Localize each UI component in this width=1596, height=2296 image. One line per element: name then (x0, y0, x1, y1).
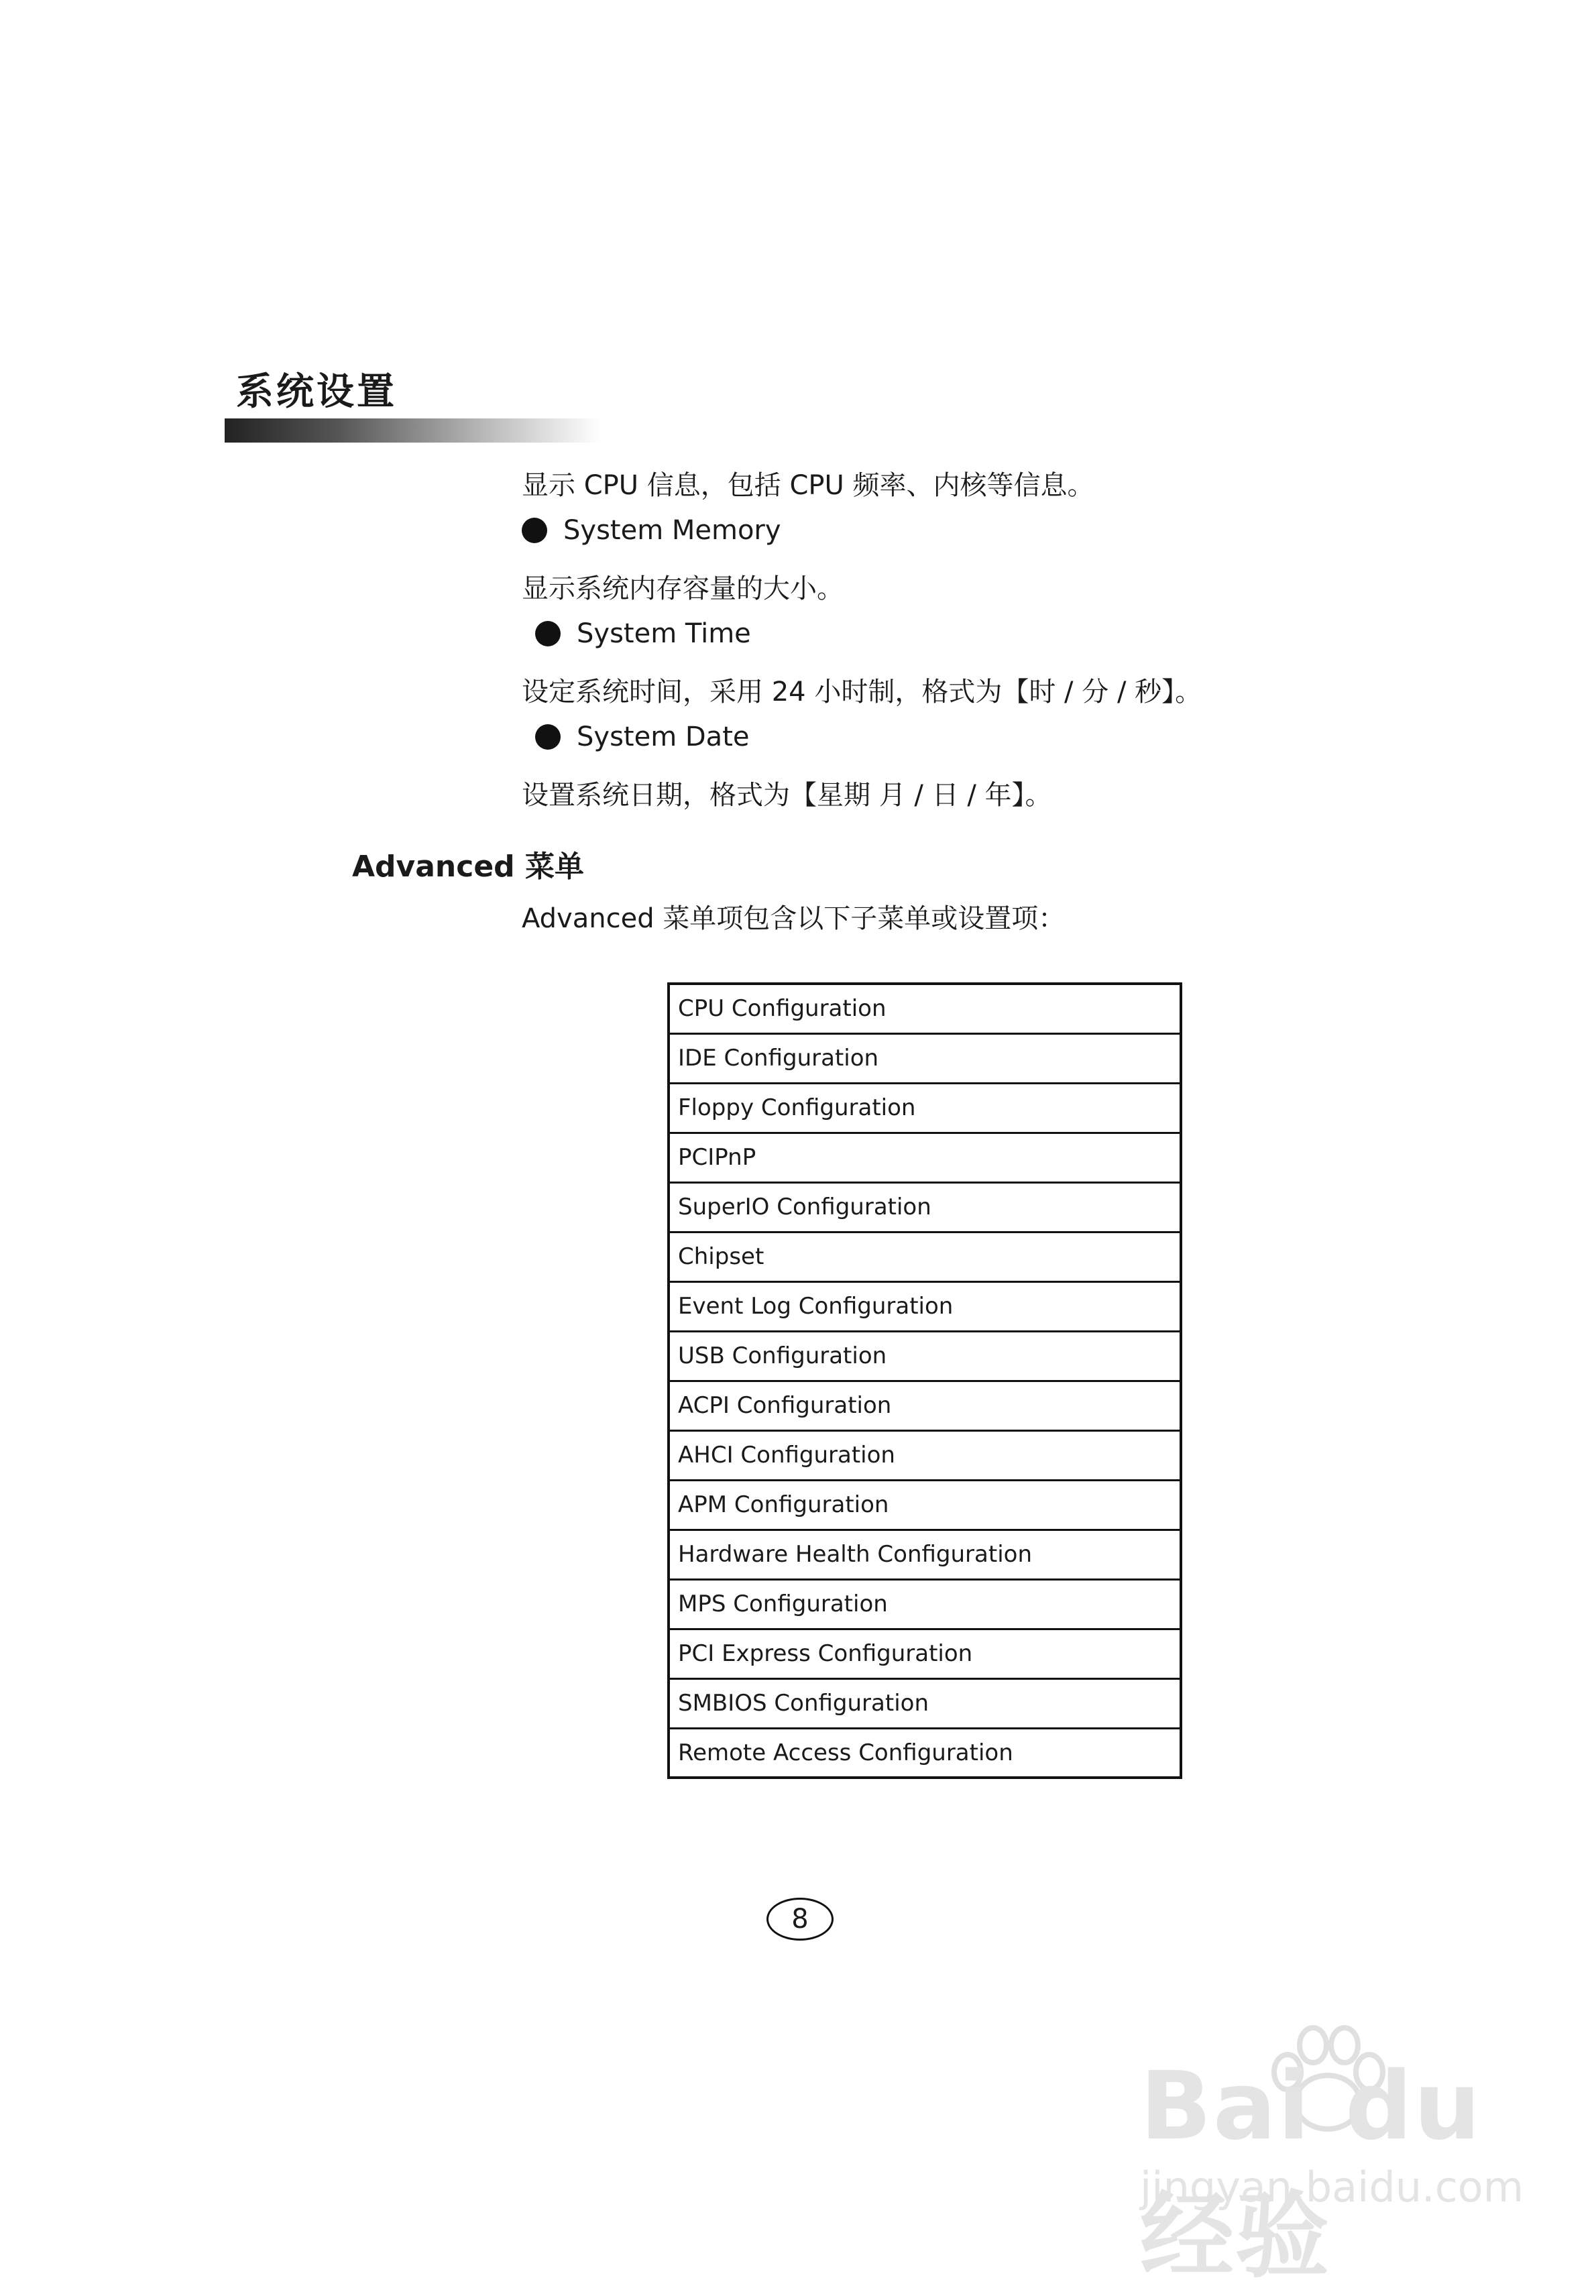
page-number: 8 (766, 1898, 834, 1941)
menu-item: Hardware Health Configuration (669, 1530, 1181, 1579)
table-row (669, 1430, 1181, 1480)
system-time-item (535, 618, 751, 649)
table-row (669, 1530, 1181, 1579)
menu-item: APM Configuration (669, 1480, 1181, 1530)
menu-item: SuperIO Configuration (669, 1182, 1181, 1232)
watermark-logo: Bai du 经验 (1140, 2052, 1482, 2291)
system-memory-label: System Memory (563, 515, 781, 546)
menu-item: Event Log Configuration (669, 1281, 1181, 1331)
bullet-icon (522, 518, 547, 543)
table-row (669, 1033, 1181, 1083)
menu-item: Chipset (669, 1232, 1181, 1281)
menu-item: IDE Configuration (669, 1033, 1181, 1083)
menu-item: SMBIOS Configuration (669, 1678, 1181, 1728)
menu-item: ACPI Configuration (669, 1381, 1181, 1430)
system-time-label: System Time (577, 618, 751, 649)
table-row (669, 1629, 1181, 1678)
cpu-description: 显示 CPU 信息，包括 CPU 频率、内核等信息。 (522, 470, 1094, 501)
system-date-item (535, 722, 749, 752)
bullet-icon (535, 724, 561, 750)
table-row (669, 984, 1181, 1033)
menu-item: PCIPnP (669, 1133, 1181, 1182)
menu-item: MPS Configuration (669, 1579, 1181, 1629)
date-description: 设置系统日期，格式为【星期 月 / 日 / 年】。 (522, 780, 1052, 811)
advanced-heading: Advanced 菜单 (352, 850, 584, 884)
memory-description: 显示系统内存容量的大小。 (522, 573, 844, 604)
table-row (669, 1480, 1181, 1530)
table-row (669, 1381, 1181, 1430)
time-description: 设定系统时间，采用 24 小时制，格式为【时 / 分 / 秒】。 (522, 677, 1202, 707)
title-gradient-bar (225, 418, 600, 443)
menu-item: Remote Access Configuration (669, 1728, 1181, 1778)
menu-item: Floppy Configuration (669, 1083, 1181, 1133)
bullet-icon (535, 621, 561, 646)
table-row (669, 1728, 1181, 1778)
menu-item: CPU Configuration (678, 995, 887, 1023)
table-row (669, 1232, 1181, 1281)
system-date-label: System Date (577, 722, 750, 752)
table-row (669, 1281, 1181, 1331)
system-memory-item (522, 515, 781, 546)
watermark-url: jingyan.baidu.com (1140, 2163, 1524, 2212)
table-row (669, 1678, 1181, 1728)
table-row (669, 1182, 1181, 1232)
table-row (669, 1579, 1181, 1629)
advanced-intro: Advanced 菜单项包含以下子菜单或设置项： (522, 903, 1066, 934)
menu-item: PCI Express Configuration (669, 1629, 1181, 1678)
table-row (669, 1083, 1181, 1133)
menu-item: AHCI Configuration (669, 1430, 1181, 1480)
table-row (669, 1331, 1181, 1381)
section-title: 系统设置 (236, 370, 397, 414)
menu-item: USB Configuration (669, 1331, 1181, 1381)
advanced-menu-table (667, 982, 1182, 1779)
table-row (669, 1133, 1181, 1182)
